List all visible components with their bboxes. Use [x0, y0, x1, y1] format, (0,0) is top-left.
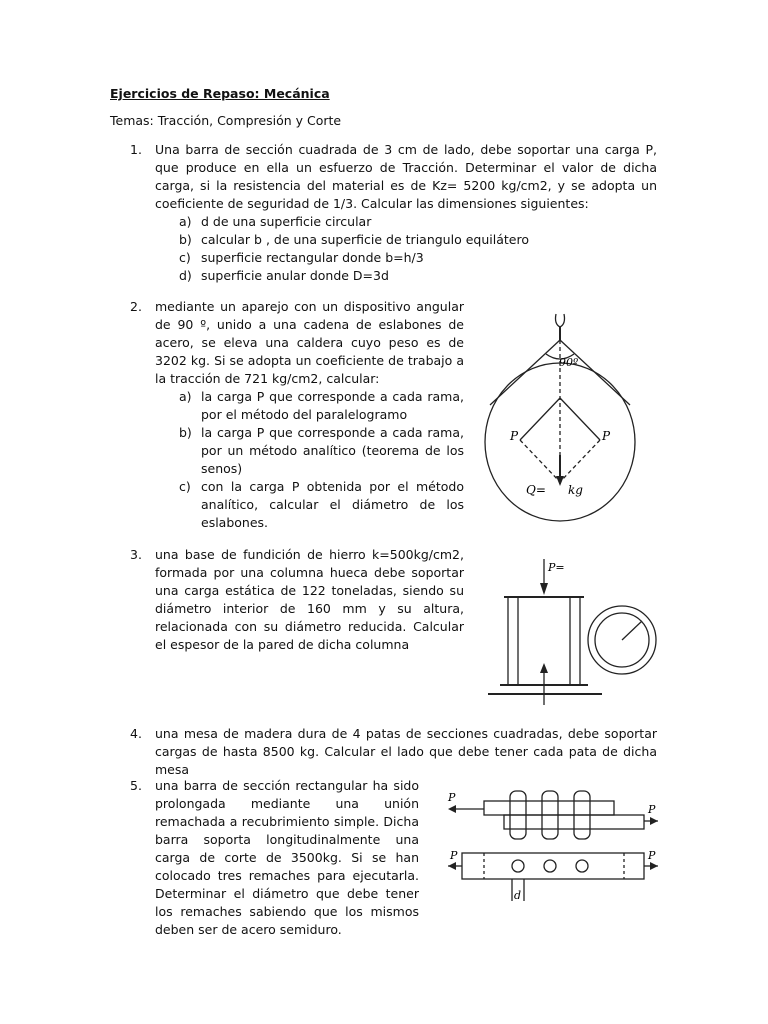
item-letter: d) — [179, 268, 192, 283]
exercise-number: 2. — [130, 299, 142, 314]
exercise-item — [155, 388, 464, 424]
rivet-hole — [512, 860, 524, 872]
exercise-4 — [130, 725, 657, 779]
column-load-label: P= — [548, 561, 565, 574]
exercise-item — [155, 424, 464, 478]
topics-line: Temas: Tracción, Compresión y Corte — [110, 113, 342, 128]
rivet-load-label: P — [448, 791, 456, 804]
item-letter: b) — [179, 425, 192, 440]
exercise-text: una barra de sección rectangular ha sido prolongada mediante una unión remachada a recubrimiento simple. Dicha barra soporta longitudinalmente una carga de corte de 3500kg. Si se han colocado tres remaches para ejecutarla. Determinar el diámetro que debe tener los remaches sabiendo que los mismos deben ser de acero semiduro. — [155, 778, 419, 937]
exercise-item — [155, 213, 657, 231]
item-letter: a) — [179, 389, 192, 404]
exercise-item — [155, 478, 464, 532]
exercise-5 — [130, 777, 419, 939]
column-figure — [484, 555, 669, 707]
weight-unit: kg — [568, 483, 583, 497]
boiler-figure — [478, 310, 638, 525]
rivet-load-label: P — [648, 803, 656, 816]
item-text: la carga P que corresponde a cada rama, por un método analítico (teorema de los senos) — [201, 425, 464, 476]
document-title: Ejercicios de Repaso: Mecánica — [110, 86, 330, 101]
item-text: con la carga P obtenida por el método analítico, calcular el diámetro de los eslabones. — [201, 479, 464, 530]
exercise-text: Una barra de sección cuadrada de 3 cm de lado, debe soportar una carga P, que produce en ella un esfuerzo de Tracción. Determinar el valor de dicha carga, si la resistencia del material es de Kz= 5200 kg/cm2, y se adopta un coeficiente de seguridad de 1/3. Calcular las dimensiones siguientes: — [155, 142, 657, 211]
chain-left — [490, 340, 560, 405]
exercise-number: 4. — [130, 726, 142, 741]
exercise-item — [155, 231, 657, 249]
exercise-1 — [130, 141, 657, 285]
exercise-text: una mesa de madera dura de 4 patas de secciones cuadradas, debe soportar cargas de hasta 8500 kg. Calcular el lado que debe tener cada pata de dicha mesa — [155, 726, 657, 777]
item-text: d de una superficie circular — [201, 214, 372, 229]
rivet-hole — [544, 860, 556, 872]
rivet-load-label: P — [648, 849, 656, 862]
exercise-number: 5. — [130, 778, 142, 793]
exercise-text: mediante un aparejo con un dispositivo angular de 90 º, unido a una cadena de eslabones de acero, se eleva una caldera cuyo peso es de 3202 kg. Si se adopta un coeficiente de trabajo a la tracción de 721 kg/cm2, calcular: — [155, 299, 464, 386]
item-text: calcular b , de una superficie de triangulo equilátero — [201, 232, 529, 247]
load-label-left: P — [510, 429, 519, 443]
item-text: la carga P que corresponde a cada rama, por el método del paralelogramo — [201, 389, 464, 422]
plate-plan — [462, 853, 644, 879]
item-letter: c) — [179, 479, 191, 494]
rivet-load-label: P — [450, 849, 458, 862]
exercise-text: una base de fundición de hierro k=500kg/cm2, formada por una columna hueca debe soportar una carga estática de 122 toneladas, siendo su diámetro interior de 160 mm y su altura, relacionada con su diámetro reducida. Calcular el espesor de la pared de dicha columna — [155, 547, 464, 652]
item-letter: a) — [179, 214, 192, 229]
exercise-number: 3. — [130, 547, 142, 562]
exercise-item — [155, 249, 657, 267]
exercise-2 — [130, 298, 464, 532]
item-text: superficie anular donde D=3d — [201, 268, 389, 283]
exercise-3 — [130, 546, 464, 654]
exercise-item — [155, 267, 657, 285]
item-text: superficie rectangular donde b=h/3 — [201, 250, 424, 265]
item-letter: b) — [179, 232, 192, 247]
rivet-diameter-label: d — [514, 889, 522, 902]
exercise-number: 1. — [130, 142, 142, 157]
angle-label: 90º — [559, 356, 579, 369]
hook-icon — [556, 314, 565, 327]
item-letter: c) — [179, 250, 191, 265]
rivet-figure — [444, 779, 664, 909]
weight-label: Q= — [526, 483, 546, 497]
rivet-hole — [576, 860, 588, 872]
chain-right — [560, 340, 630, 405]
load-label-right: P — [602, 429, 611, 443]
upper-plate — [484, 801, 614, 815]
